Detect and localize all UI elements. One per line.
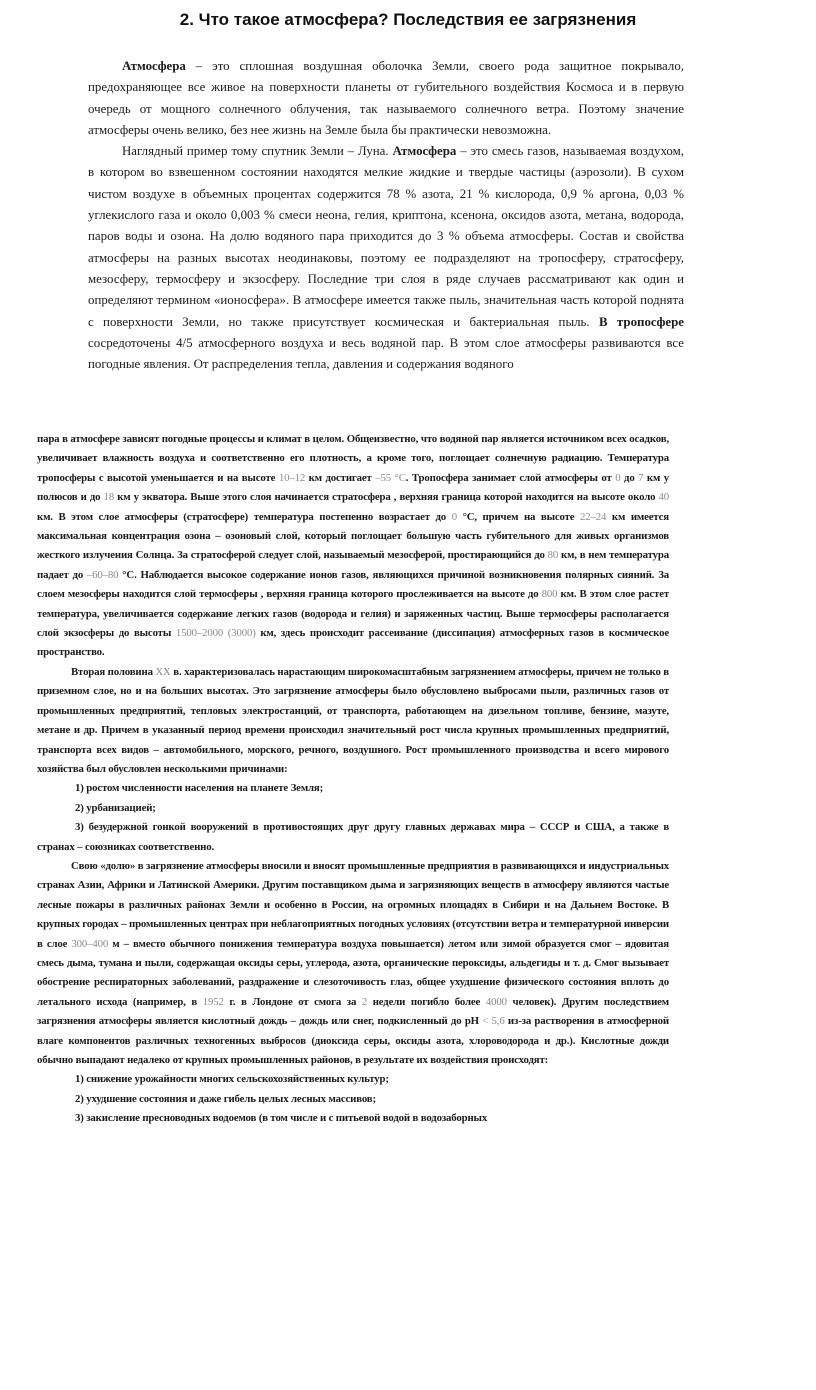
number: 0 bbox=[451, 510, 457, 523]
term-bold: мезосферой bbox=[387, 549, 443, 562]
text-run: из-за растворения в атмосферной влаге компонентов различных техногенных выбросов (диоксида серы, оксиды азота, хлороводорода и др.). Кислотные дожди обычно выпадают недалеко от крупных промышленных районов, в результате их воздействия происходят: bbox=[37, 1015, 669, 1066]
text-run: пара в атмосфере зависят погодные процессы и климат в целом. Общеизвестно, что водяной пар является источником всех осадков, увеличивает влажность воздуха и соответственно его плотность, а кроме того, поглощает солнечную радиацию. Температура тропосферы с высотой уменьшается и на высоте bbox=[37, 433, 669, 484]
text-run: в. характеризовалась нарастающим широкомасштабным загрязнением атмосферы, причем не только в приземном слое, но и на больших высотах. Это загрязнение атмосферы было обусловлено выбросами пыли, различных газов от промышленных предприятий, тепловых электростанций, от транспорта, работающем на дизельном топливе, бензине, мазуте, метане и др. Причем в указанный период времени происходил значительный рост числа крупных промышленных предприятий, транспорта всех видов – автомобильного, морского, речного, воздушного. Рост промышленного производства и всего мирового хозяйства был обусловлен несколькими причинами: bbox=[37, 665, 669, 775]
number: 7 bbox=[638, 471, 644, 484]
list-item: 2) урбанизацией; bbox=[75, 801, 156, 814]
text-run: , верхняя граница которого прослеживается на высоте до bbox=[257, 588, 542, 601]
text-run: км, в нем температура падает до bbox=[37, 549, 669, 581]
number: XX bbox=[155, 665, 171, 678]
number: 1500–2000 (3000) bbox=[175, 627, 256, 640]
number: –60–80 bbox=[86, 568, 119, 581]
text-run: . Тропосфера занимает слой атмосферы от bbox=[405, 471, 616, 484]
number: 2 bbox=[361, 995, 368, 1008]
number: 1952 bbox=[202, 995, 224, 1008]
number: 40 bbox=[658, 491, 669, 504]
bottom-text-block bbox=[37, 430, 669, 1129]
text-run: , простирающийся до bbox=[442, 549, 548, 562]
term-bold: смог bbox=[589, 937, 612, 950]
text-run: км у экватора. Выше этого слоя начинается bbox=[114, 491, 333, 504]
number: < 5,6 bbox=[482, 1015, 505, 1028]
text-run: км имеется максимальная концентрация озона – озоновый слой, который поглощает большую часть губительного для живых организмов жесткого излучения Солнца. За стратосферой следует слой, называемый bbox=[37, 510, 670, 562]
text-run: человек). Другим последствием загрязнения атмосферы является кислотный дождь – дождь или снег, подкисленный до pH bbox=[37, 995, 669, 1028]
number: 80 bbox=[547, 549, 559, 562]
term-bold: Атмосфера bbox=[122, 59, 186, 73]
top-text-block bbox=[88, 56, 684, 375]
text-run: , верхняя граница которой находится на высоте около bbox=[390, 491, 659, 504]
list-item: 1) ростом численности населения на планете Земля; bbox=[75, 782, 324, 795]
text-run: °С, причем на высоте bbox=[456, 510, 581, 523]
list-item: 1) снижение урожайности многих сельскохозяйственных культур; bbox=[75, 1073, 389, 1086]
number: 10–12 bbox=[278, 471, 306, 484]
number: 800 bbox=[541, 588, 558, 601]
text-run: – это смесь газов, называемая воздухом, в котором во взвешенном состоянии находятся мелкие жидкие и твердые частицы (аэрозоли). В сухом чистом воздухе в объемных процентах содержится 78 % азота, 21 % кислорода, 0,9 % аргона, 0,03 % углекислого газа и около 0,003 % смеси неона, гелия, криптона, ксенона, оксидов азота, метана, водорода, паров воды и озона. На долю водяного пара приходится до 3 % объема атмосферы. Состав и свойства атмосферы на разных высотах неодинаковы, поэтому ее подразделяют на тропосферу, стратосферу, мезосферу, термосферу и экзосферу. Последние три слоя в ряде случаев рассматривают как один и определяют термином «ионосфера». В атмосфере имеется также пыль, значительная часть которой поднята с поверхности Земли, но также присутствует космическая и бактериальная пыль. bbox=[88, 144, 684, 329]
text-run: м – вместо обычного понижения температура воздуха повышается) летом или зимой образуется bbox=[108, 937, 590, 950]
term-bold: Атмосфера bbox=[392, 144, 457, 159]
number: 22–24 bbox=[580, 510, 607, 523]
text-run: км достигает bbox=[305, 471, 376, 484]
number: 4000 bbox=[485, 995, 507, 1008]
paragraph bbox=[88, 141, 684, 375]
number: 300–400 bbox=[71, 937, 109, 950]
text-run: км, здесь происходит рассеивание (диссипация) атмосферных газов в космическое пространство. bbox=[37, 627, 669, 659]
paragraph bbox=[37, 857, 669, 1070]
number: 18 bbox=[103, 491, 115, 504]
text-run: – ядовитая смесь дыма, тумана и пыли, содержащая оксиды серы, углерода, азота, органические пероксиды, альдегиды и т. д. Смог вызывает обострение респираторных заболеваний, раздражение и слезоточивость глаз, общее ухудшение физического состояния вплоть до летального исхода (например, в bbox=[37, 937, 669, 1008]
text-run: г. в Лондоне от смога за bbox=[223, 995, 362, 1008]
list-item: 3) закисление пресноводных водоемов (в том числе и с питьевой водой в водозаборных bbox=[75, 1112, 488, 1125]
term-bold: стратосфера bbox=[332, 491, 391, 504]
paragraph bbox=[37, 663, 669, 779]
text-run: сосредоточены 4/5 атмосферного воздуха и весь водяной пар. В этом слое атмосферы развиваются все погодные явления. От распределения тепла, давления и содержания водяного bbox=[88, 335, 684, 372]
text-run: Вторая половина bbox=[71, 665, 156, 678]
list-item: 3) безудержной гонкой вооружений в противостоящих друг другу главных державах мира – СССР и США, а также в странах – союзниках соответственно. bbox=[37, 821, 669, 853]
term-bold: термосферы bbox=[199, 588, 258, 601]
text-run: до bbox=[620, 471, 639, 484]
text-run: °С. Наблюдается высокое содержание ионов газов, являющихся причиной возникновения полярных сияний. За слоем мезосферы находится слой bbox=[37, 568, 669, 601]
text-run: км. В этом слое растет температура, увеличивается содержание легких газов (водорода и гелия) и заряженных частиц. Выше термосферы располагается слой bbox=[37, 588, 670, 640]
number: –55 °С bbox=[375, 471, 406, 484]
term-bold: экзосферы bbox=[63, 627, 114, 640]
text-run: до высоты bbox=[114, 627, 176, 640]
text-run: Наглядный пример тому спутник Земли – Луна. bbox=[122, 144, 393, 159]
list-item: 2) ухудшение состояния и даже гибель целых лесных массивов; bbox=[75, 1092, 376, 1105]
text-run: км. В этом слое атмосферы (стратосфере) температура постепенно возрастает до bbox=[37, 510, 452, 523]
text-run: – это сплошная воздушная оболочка Земли, своего рода защитное покрывало, предохраняющее все живое на поверхности планеты от губительного воздействия Космоса и в первую очередь от мощного солнечного облучения, так называемого солнечного ветра. Поэтому значение атмосферы очень велико, без нее жизнь на Земле была бы практически невозможна. bbox=[88, 59, 684, 137]
paragraph bbox=[88, 56, 684, 141]
text-run: недели погибло более bbox=[367, 995, 486, 1008]
text-run: км у полюсов и до bbox=[37, 471, 670, 504]
page-title: 2. Что такое атмосфера? Последствия ее загрязнения bbox=[179, 10, 637, 29]
term-bold: В тропосфере bbox=[599, 314, 684, 329]
text-run: Свою «долю» в загрязнение атмосферы вносили и вносят промышленные предприятия в развивающихся и индустриальных странах Азии, Африки и Латинской Америки. Другим поставщиком дыма и загрязняющих веществ в атмосферу являются частые лесные пожары в различных районах Земли и особенно в России, на огромных площадях в Сибири и на Дальнем Востоке. В крупных городах – промышленных центрах при неблагоприятных погодных условиях (отсутствии ветра и температурной инверсии в слое bbox=[37, 859, 669, 950]
paragraph bbox=[37, 430, 669, 663]
number: 0 bbox=[615, 471, 621, 484]
